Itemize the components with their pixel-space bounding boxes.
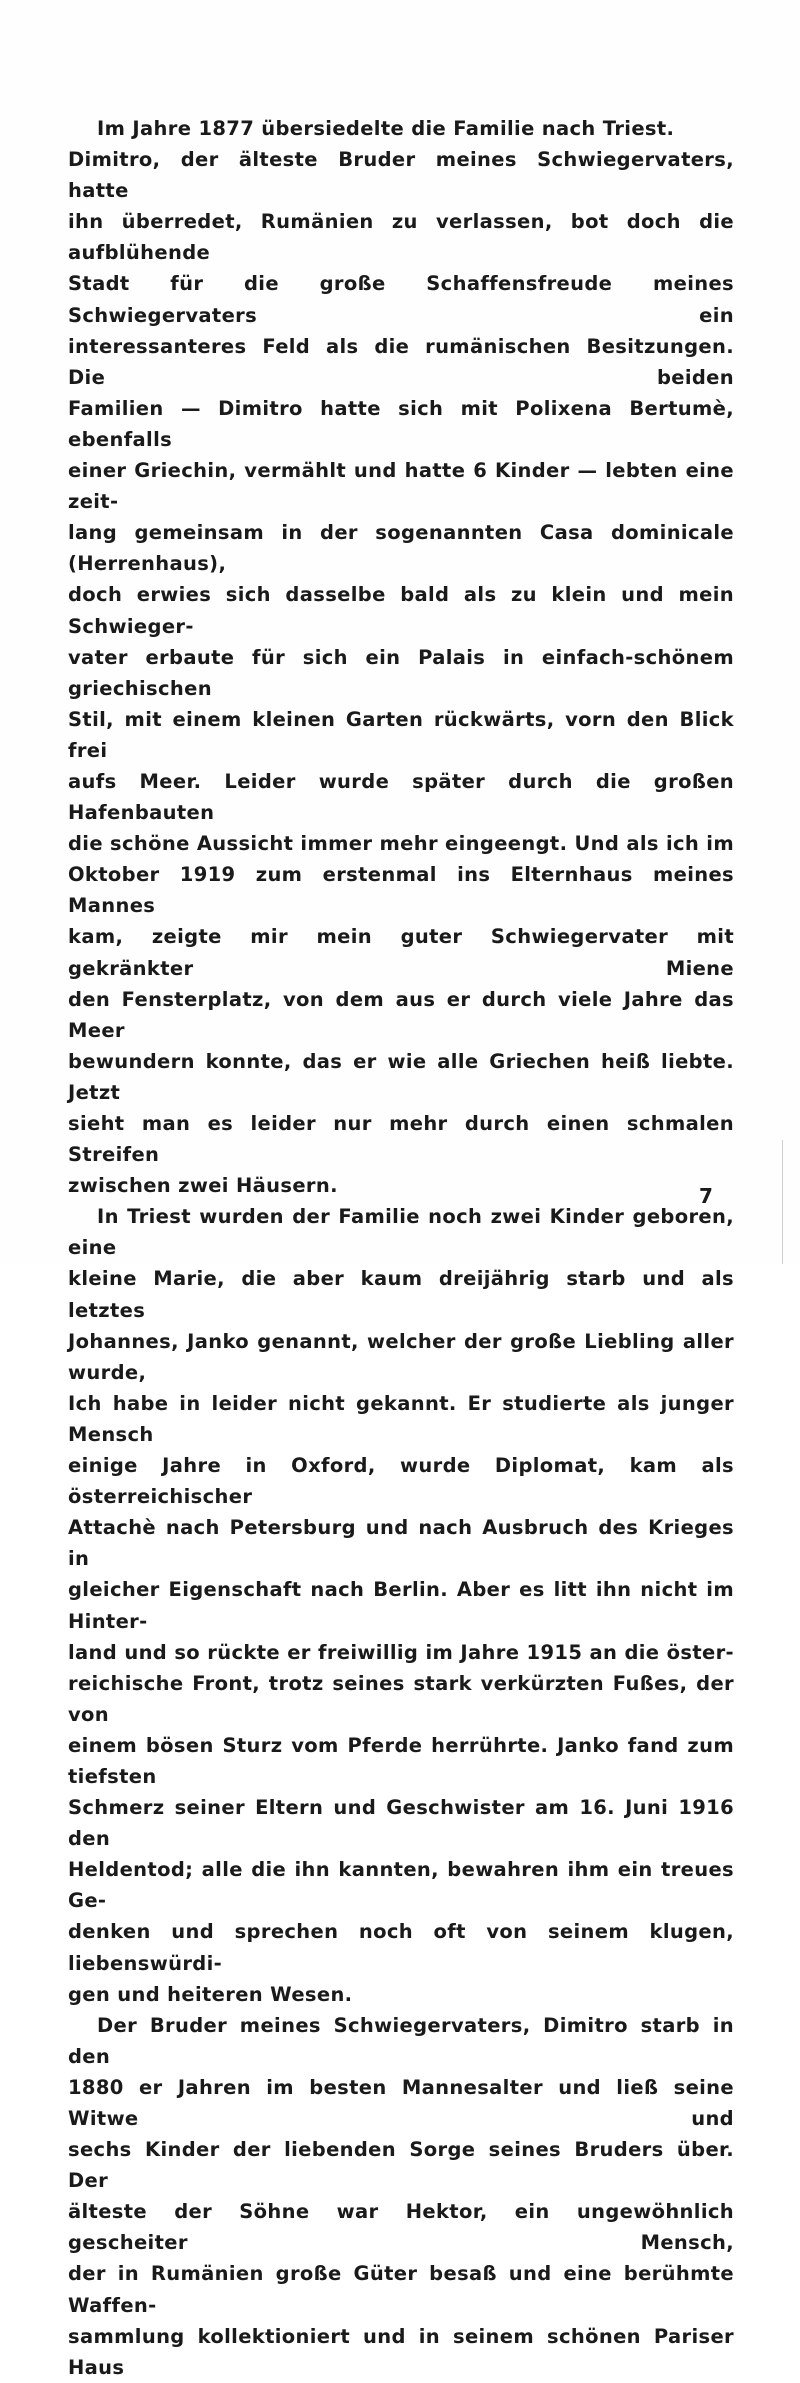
text-line: reichische Front, trotz seines stark verkürzten Fußes, der von	[68, 1671, 734, 1726]
text-line: sammlung kollektioniert und in seinem schönen Pariser Haus	[68, 2324, 734, 2379]
paragraph-1	[68, 113, 734, 1201]
page-number: 7	[699, 1184, 713, 1208]
text-line: interessanteres Feld als die rumänischen Besitzungen. Die beiden	[68, 334, 734, 389]
paragraph-2	[68, 1201, 734, 2009]
text-line: die schöne Aussicht immer mehr eingeengt. Und als ich im	[68, 832, 734, 856]
text-line: In Triest wurden der Familie noch zwei Kinder geboren, eine	[68, 1205, 734, 1260]
text-line: Schmerz seiner Eltern und Geschwister am 16. Juni 1916 den	[68, 1796, 734, 1851]
text-line: Oktober 1919 zum erstenmal ins Elternhaus meines Mannes	[68, 863, 734, 918]
text-line: der in Rumänien große Güter besaß und eine berühmte Waffen-	[68, 2262, 734, 2317]
text-line: Heldentod; alle die ihn kannten, bewahren ihm ein treues Ge-	[68, 1858, 734, 1913]
text-line: kam, zeigte mir mein guter Schwiegervater mit gekränkter Miene	[68, 925, 734, 980]
text-line: land und so rückte er freiwillig im Jahre 1915 an die öster-	[68, 1640, 734, 1664]
text-line: sieht man es leider nur mehr durch einen schmalen Streifen	[68, 1112, 734, 1167]
text-line: einige Jahre in Oxford, wurde Diplomat, kam als österreichischer	[68, 1454, 734, 1509]
text-line: gleicher Eigenschaft nach Berlin. Aber es litt ihn nicht im Hinter-	[68, 1578, 734, 1633]
text-line: aufs Meer. Leider wurde später durch die großen Hafenbauten	[68, 769, 734, 825]
text-line: bewundern konnte, das er wie alle Griechen heiß liebte. Jetzt	[68, 1049, 734, 1104]
text-line: lang gemeinsam in der sogenannten Casa dominicale (Herrenhaus),	[68, 521, 734, 576]
text-line: Ich habe in leider nicht gekannt. Er studierte als junger Mensch	[68, 1391, 734, 1446]
text-line: doch erwies sich dasselbe bald als zu klein und mein Schwieger-	[68, 583, 734, 638]
scan-edge-line	[782, 1140, 783, 1264]
text-line: denken und sprechen noch oft von seinem klugen, liebenswürdi-	[68, 1920, 734, 1975]
text-line: Stadt für die große Schaffensfreude meines Schwiegervaters ein	[68, 272, 734, 327]
text-line: gen und heiteren Wesen.	[68, 1982, 353, 2006]
text-line: Attachè nach Petersburg und nach Ausbruch des Krieges in	[68, 1516, 734, 1571]
text-line: vater erbaute für sich ein Palais in einfach-schönem griechischen	[68, 645, 734, 700]
text-line: einer Griechin, vermählt und hatte 6 Kinder — lebten eine zeit-	[68, 459, 734, 514]
text-line: ihn überredet, Rumänien zu verlassen, bot doch die aufblühende	[68, 210, 734, 265]
text-line: den Fensterplatz, von dem aus er durch viele Jahre das Meer	[68, 987, 734, 1042]
text-line: sechs Kinder der liebenden Sorge seines Bruders über. Der	[68, 2138, 734, 2193]
text-line: kleine Marie, die aber kaum dreijährig starb und als letztes	[68, 1267, 734, 1322]
text-line: Johannes, Janko genannt, welcher der große Liebling aller wurde,	[68, 1329, 734, 1384]
text-line: 1880 er Jahren im besten Mannesalter und ließ seine Witwe und	[68, 2075, 734, 2130]
text-line: einem bösen Sturz vom Pferde herrührte. Janko fand zum tiefsten	[68, 1733, 734, 1788]
text-line: Der Bruder meines Schwiegervaters, Dimitro starb in den	[68, 2013, 734, 2068]
body-text	[68, 113, 734, 2383]
text-line: älteste der Söhne war Hektor, ein ungewöhnlich gescheiter Mensch,	[68, 2200, 734, 2255]
text-line: Familien — Dimitro hatte sich mit Polixena Bertumè, ebenfalls	[68, 396, 734, 451]
text-line: zwischen zwei Häusern.	[68, 1174, 338, 1198]
text-line: Stil, mit einem kleinen Garten rückwärts, vorn den Blick frei	[68, 707, 734, 762]
text-line: Dimitro, der älteste Bruder meines Schwiegervaters, hatte	[68, 148, 734, 203]
text-line: Im Jahre 1877 übersiedelte die Familie nach Triest.	[97, 117, 675, 140]
paragraph-3	[68, 2010, 734, 2383]
